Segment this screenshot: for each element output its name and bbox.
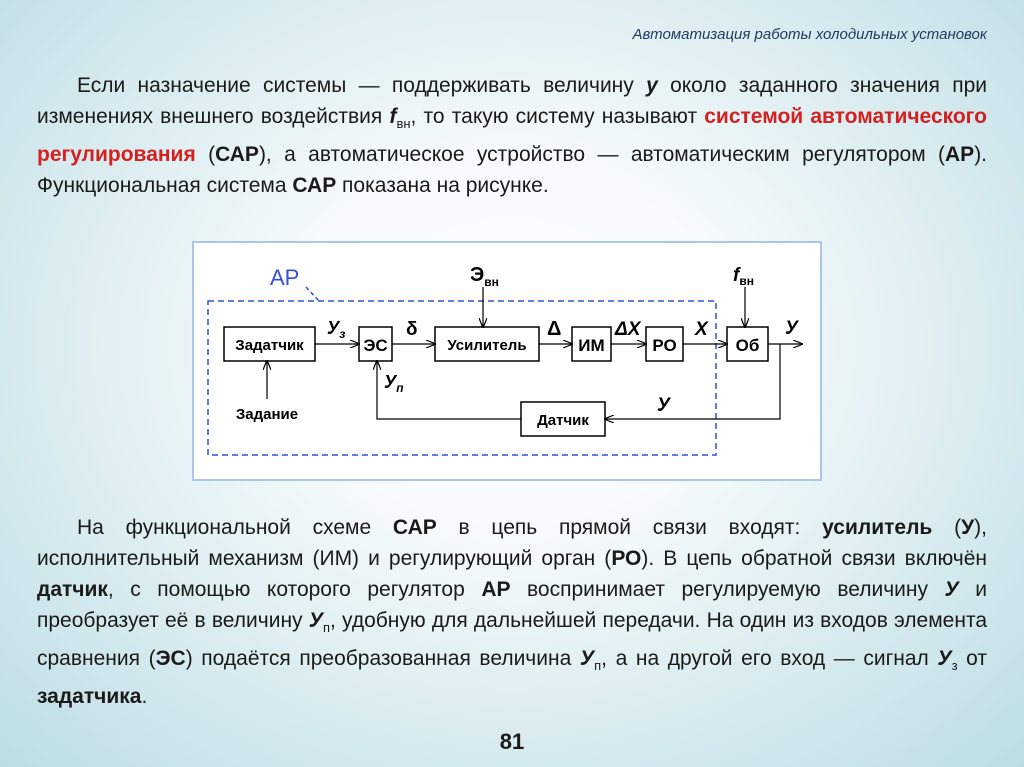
task-label: Задание	[235, 406, 299, 423]
setpoint-label: Задатчик	[235, 337, 304, 354]
y-out-label: У	[785, 318, 798, 339]
sensor-label: Датчик	[537, 412, 589, 429]
object-block	[727, 327, 768, 361]
sar-term: системой автоматического регулирования	[37, 105, 987, 167]
ro-block	[646, 327, 683, 361]
delta-label: δ	[406, 319, 418, 340]
y-feedback-label: У	[657, 395, 670, 416]
im-label: ИМ	[578, 336, 605, 355]
es-block	[359, 327, 392, 361]
x-label: Х	[695, 319, 708, 340]
im-block	[572, 327, 611, 361]
page-number: 81	[499, 729, 525, 754]
ar-leader-line	[306, 287, 319, 301]
f-label: $f_{вн}$	[733, 265, 754, 288]
es-label: ЭС	[363, 336, 388, 355]
explanation-paragraph: На функциональной схеме САР в цепь прямой связи входят: усилитель (У), исполнительный механизм (ИМ) и регулирующий орган (РО). В цепь обратной связи включён датчик, с помощью которого регулятор АР воспринимает регулируемую величину У и преобразует её в величину $У_п$, удобную для дальнейшей передачи. На один из входов элемента сравнения (ЭС) подаётся преобразованная величина $У_п$, а на другой его вход — сигнал $У_з$ от задатчика.	[37, 516, 988, 709]
ar-label: АР	[270, 265, 300, 290]
delta-cap-label: Δ	[547, 318, 562, 340]
object-label: Об	[735, 336, 760, 355]
energy-label: $Э_{вн}$	[470, 264, 499, 289]
amplifier-block	[435, 327, 539, 361]
ro-label: РО	[652, 336, 677, 355]
sensor-block	[521, 402, 605, 436]
amplifier-label: Усилитель	[447, 337, 527, 354]
yp-label: $У_п$	[384, 372, 404, 395]
delta-x-label: ΔX	[615, 319, 641, 340]
intro-paragraph: Если назначение системы — поддерживать величину у около заданного значения при изменениях внешнего воздействия $f_{вн}$, то такую систему называют системой автоматического регулирования (САР), а автоматическое устройство — автоматическим регулятором (АР). Функциональная система САР показана на рисунке.	[37, 74, 988, 198]
yz-label: $У_з$	[327, 318, 346, 341]
course-title: Автоматизация работы холодильных установок	[632, 26, 987, 43]
sar-functional-diagram	[192, 241, 822, 481]
setpoint-block	[224, 327, 315, 361]
